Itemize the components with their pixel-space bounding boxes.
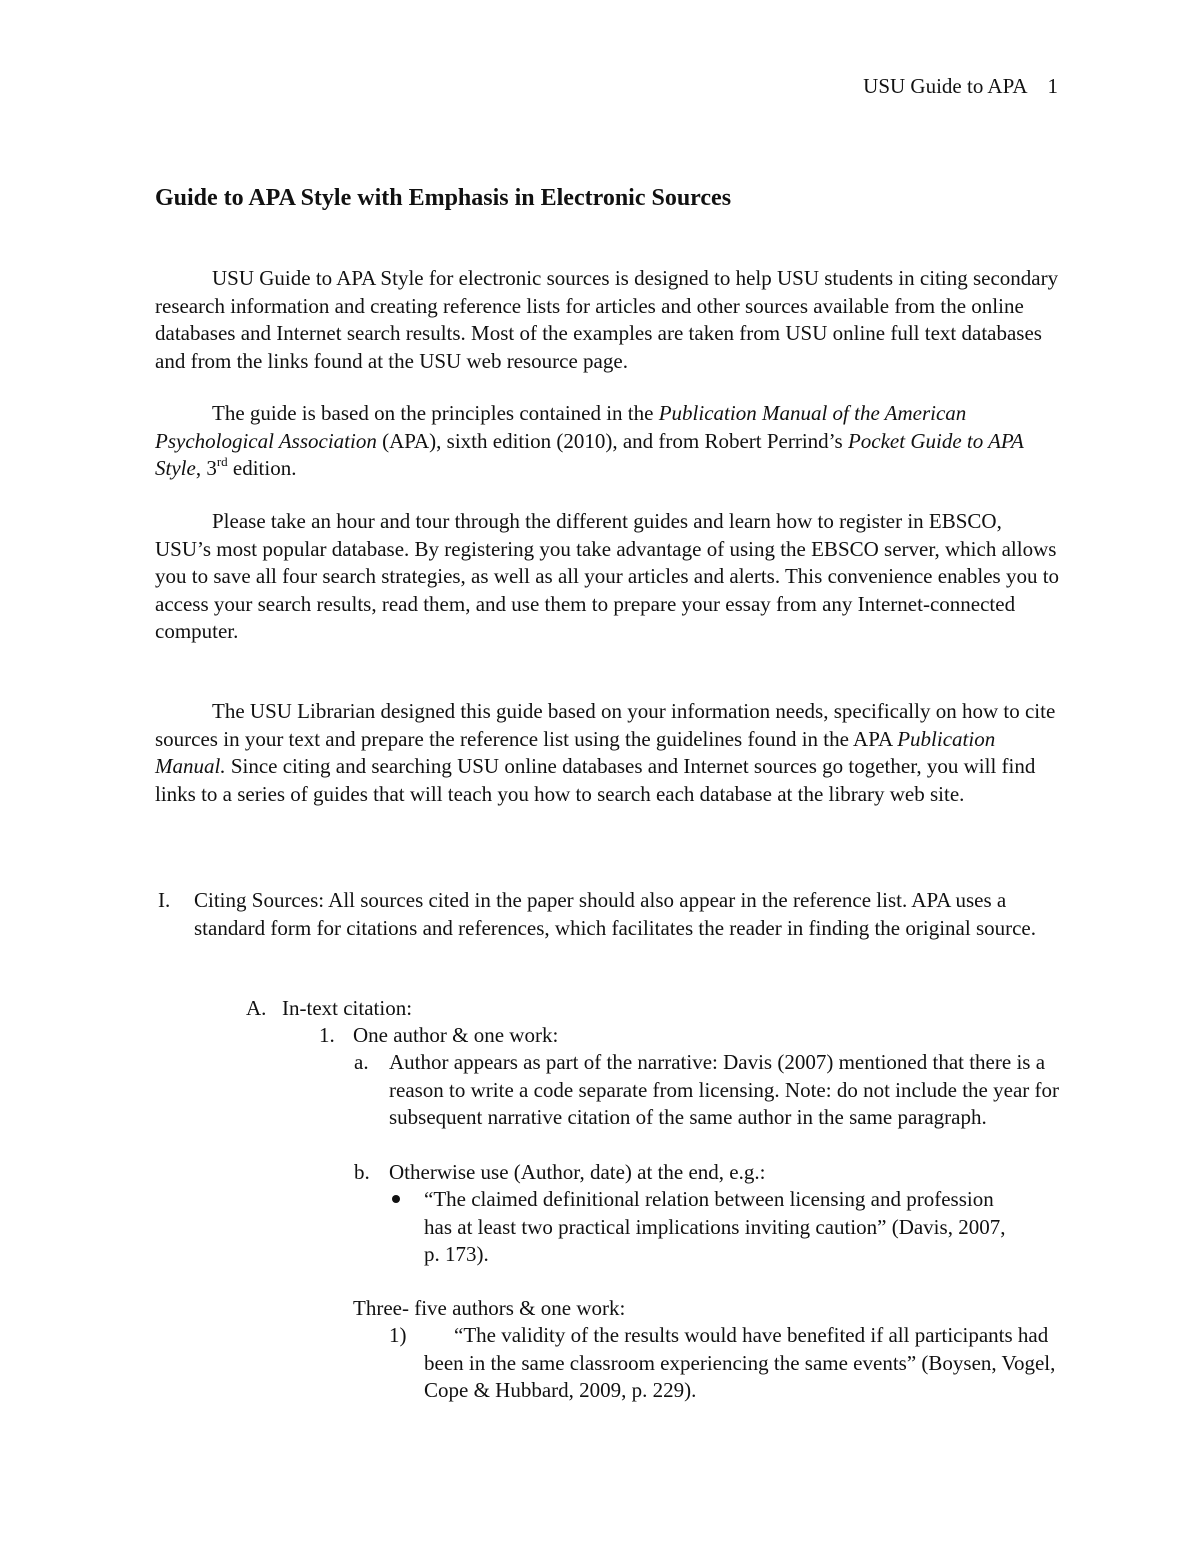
document-title: Guide to APA Style with Emphasis in Electronic Sources (155, 185, 732, 211)
outline-item-boysen-quote: “The validity of the results would have benefited if all participants had been in the same classroom experiencing the same events” (Boysen, Vogel, Cope & Hubbard, 2009, p. 229). (424, 1323, 1056, 1402)
running-head (863, 74, 1058, 98)
running-head-text: USU Guide to APA (863, 74, 1028, 98)
basis-italic-manual: Publication Manual of the American Psychological Association (155, 401, 967, 453)
outline-item-otherwise: Otherwise use (Author, date) at the end, e.g.: (389, 1160, 766, 1184)
outline-marker-b-lower: b. (354, 1160, 370, 1184)
basis-text-1: The guide is based on the principles contained in the (212, 401, 659, 425)
basis-paragraph (155, 400, 1060, 483)
intro-paragraph: USU Guide to APA Style for electronic sources is designed to help USU students in citing secondary research information and creating reference lists for articles and other sources available from the online databases and Internet search results. Most of the examples are taken from USU online full text databases and from the links found at the USU web resource page. (155, 266, 1059, 373)
outline-marker-a-upper: A. (246, 996, 267, 1020)
outline-item-narrative: Author appears as part of the narrative: Davis (2007) mentioned that there is a reason to write a code separate from licensing. Note: do not include the year for subsequent narrative citation of the same author in the same paragraph. (389, 1050, 1060, 1129)
outline-item-in-text-citation: In-text citation: (282, 996, 413, 1020)
outline-marker-a-lower: a. (354, 1050, 369, 1074)
outline-marker-roman-1: I. (158, 888, 171, 912)
tour-paragraph: Please take an hour and tour through the different guides and learn how to register in EBSCO, USU’s most popular database. By registering you take advantage of using the EBSCO server, which allows you to save all four search strategies, as well as all your articles and alerts. This convenience enables you to access your search results, read them, and use them to prepare your essay from any Internet-connected computer. (155, 509, 1060, 643)
outline-bullet-quote-davis: “The claimed definitional relation between licensing and profession has at least two practical implications inviting caution” (Davis, 2007, p. 173). (424, 1187, 1006, 1266)
bullet-icon (392, 1195, 400, 1203)
outline-item-one-author: One author & one work: (353, 1023, 559, 1047)
outline-item-citing-sources: Citing Sources: All sources cited in the paper should also appear in the reference list. APA uses a standard form for citations and references, which facilitates the reader in finding the original source. (194, 888, 1036, 940)
basis-text-4: edition. (227, 456, 297, 480)
outline-marker-arabic-1: 1. (319, 1023, 335, 1047)
basis-superscript: rd (216, 454, 228, 469)
basis-italic-pocket-guide: Pocket Guide to APA Style (155, 428, 1024, 480)
librarian-italic-manual: Publication Manual. (155, 726, 996, 778)
librarian-paragraph (155, 698, 1060, 808)
basis-text-3: , 3 (195, 456, 217, 480)
librarian-text-2: Since citing and searching USU online databases and Internet sources go together, you will find links to a series of guides that will teach you how to search each database at the library web site. (155, 754, 1036, 806)
outline-item-three-five-authors: Three- five authors & one work: (353, 1296, 626, 1320)
outline-marker-paren-1: 1) (389, 1323, 407, 1347)
basis-text-2: (APA), sixth edition (2010), and from Robert Perrind’s (376, 428, 848, 453)
librarian-text-1: The USU Librarian designed this guide based on your information needs, specifically on how to cite sources in your text and prepare the reference list using the guidelines found in the APA (155, 699, 1056, 751)
page-number: 1 (1047, 74, 1058, 98)
